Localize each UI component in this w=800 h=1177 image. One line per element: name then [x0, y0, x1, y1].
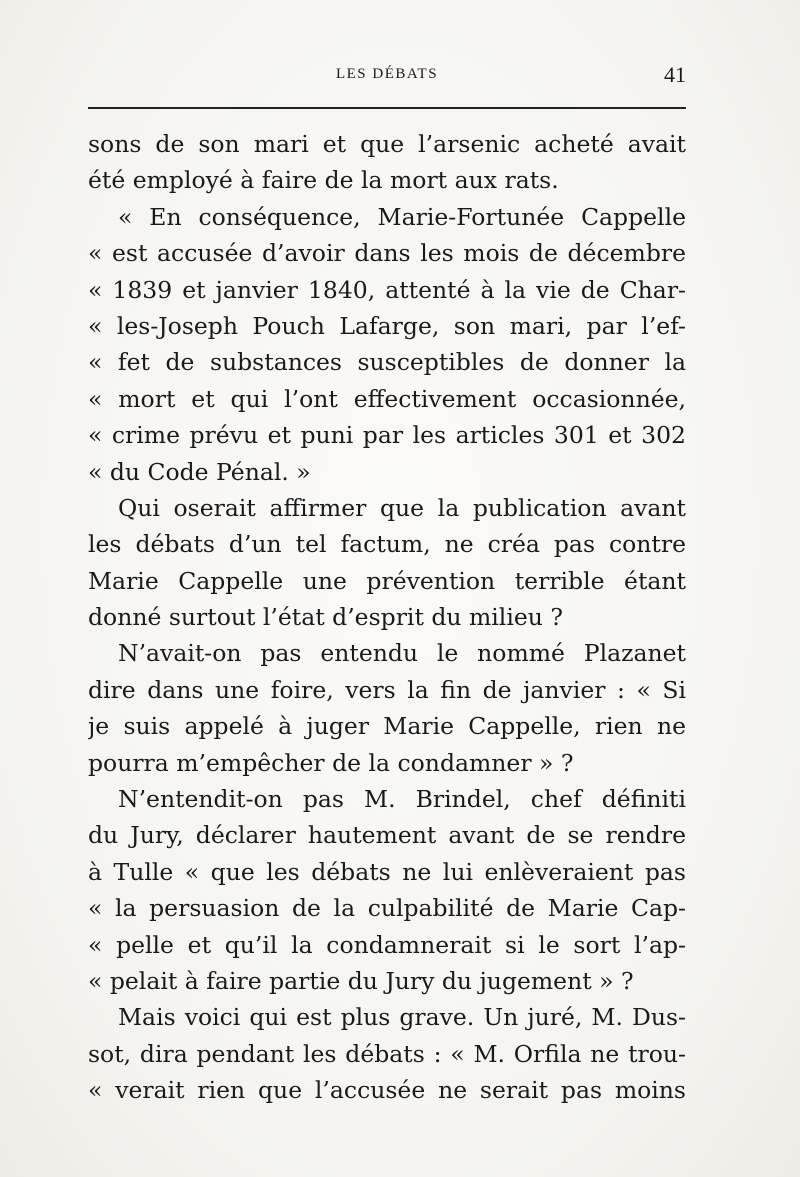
- text-line: Mais voici qui est plus grave. Un juré, M. Dus-: [118, 1003, 686, 1032]
- text-line: les débats d’un tel factum, ne créa pas contre: [88, 530, 686, 559]
- text-line: je suis appelé à juger Marie Cappelle, rien ne: [88, 712, 686, 741]
- text-line: « crime prévu et puni par les articles 301 et 302: [88, 421, 686, 450]
- text-line: « 1839 et janvier 1840, attenté à la vie de Char-: [88, 275, 686, 304]
- text-line: sons de son mari et que l’arsenic acheté avait: [88, 130, 686, 158]
- text-line: « est accusée d’avoir dans les mois de décembre: [88, 239, 686, 268]
- text-line: du Jury, déclarer hautement avant de se rendre: [88, 821, 686, 850]
- text-line: « fet de substances susceptibles de donner la: [88, 348, 686, 377]
- text-line: Qui oserait affirmer que la publication avant: [118, 493, 686, 522]
- text-line: « du Code Pénal. »: [88, 457, 311, 486]
- text-line: « les-Joseph Pouch Lafarge, son mari, par l’ef-: [88, 311, 686, 340]
- page-number: 41: [664, 62, 686, 87]
- text-line: « verait rien que l’accusée ne serait pas moins: [88, 1076, 686, 1105]
- text-line: à Tulle « que les débats ne lui enlèveraient pas: [88, 857, 686, 886]
- text-line: « En conséquence, Marie-Fortunée Cappelle: [118, 202, 686, 231]
- text-line: « pelait à faire partie du Jury du jugement » ?: [88, 966, 634, 995]
- text-line: N’avait-on pas entendu le nommé Plazanet: [118, 639, 686, 668]
- page-header: [88, 62, 686, 90]
- text-line: N’entendit-on pas M. Brindel, chef définiti: [118, 785, 686, 814]
- text-line: pourra m’empêcher de la condamner » ?: [88, 748, 574, 777]
- text-line: été employé à faire de la mort aux rats.: [88, 166, 559, 195]
- text-line: « pelle et qu’il la condamnerait si le sort l’ap-: [88, 930, 686, 959]
- text-line: donné surtout l’état d’esprit du milieu ?: [88, 603, 563, 632]
- running-title: LES DÉBATS: [335, 66, 439, 82]
- text-line: dire dans une foire, vers la fin de janvier : « Si: [88, 675, 686, 704]
- body-text: [88, 126, 686, 1109]
- text-line: « la persuasion de la culpabilité de Marie Cap-: [88, 894, 686, 923]
- header-rule: [88, 107, 686, 109]
- text-line: Marie Cappelle une prévention terrible étant: [88, 566, 686, 595]
- text-line: « mort et qui l’ont effectivement occasionnée,: [88, 384, 686, 413]
- text-line: sot, dira pendant les débats : « M. Orfila ne trou-: [88, 1039, 686, 1068]
